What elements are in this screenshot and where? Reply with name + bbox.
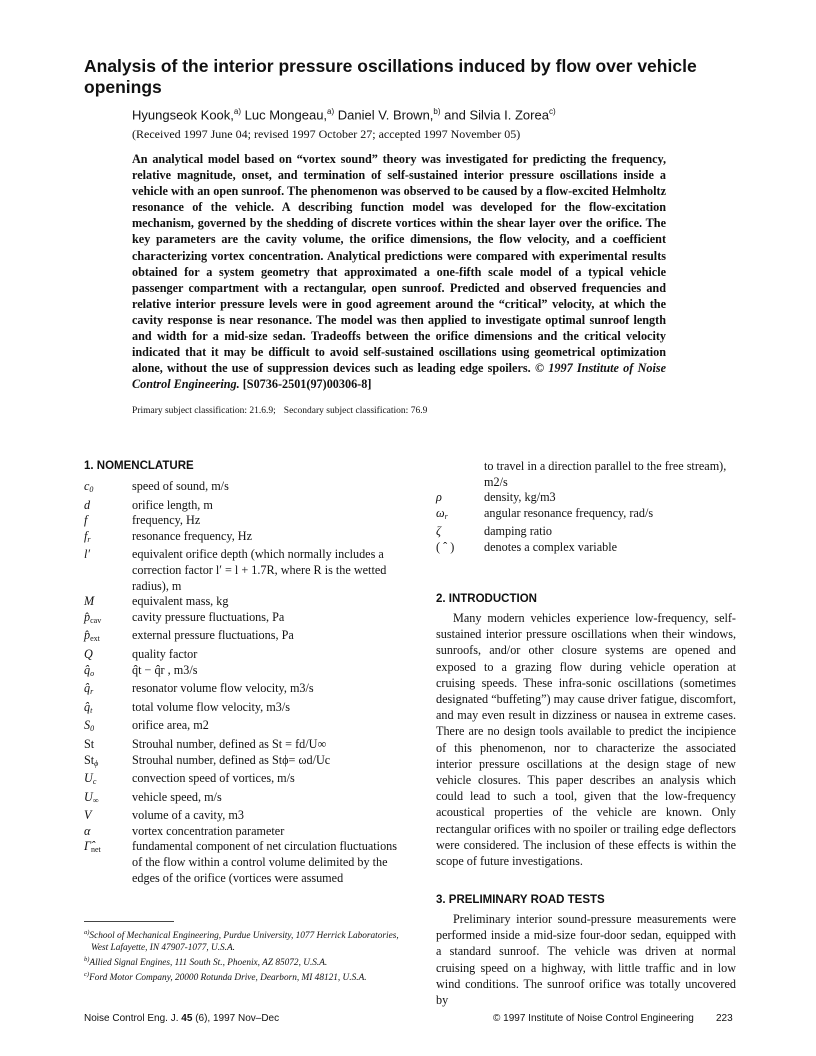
nomenclature-definition: equivalent orifice depth (which normally includes a correction factor l′ = l + 1.7R, where R is the wetted radius), m [132, 547, 387, 593]
nomenclature-list-continued [436, 459, 736, 556]
nomenclature-definition: resonance frequency, Hz [132, 528, 252, 543]
footer-copyright: © 1997 Institute of Noise Control Engineering [493, 1013, 694, 1024]
secondary-classification: Secondary subject classification: 76.9 [283, 406, 428, 416]
nomenclature-symbol: M [84, 594, 95, 609]
nomenclature-entry [84, 547, 406, 594]
nomenclature-symbol: $q̂_r$ [84, 681, 94, 697]
abstract-copyright: © 1997 Institute of Noise Control Engineering. [132, 361, 667, 392]
nomenclature-symbol: $U_c$ [84, 771, 97, 787]
nomenclature-definition: q̂t − q̂r , m3/s [132, 662, 198, 677]
nomenclature-continuation: to travel in a direction parallel to the free stream), m2/s [484, 459, 727, 489]
nomenclature-definition: fundamental component of net circulation fluctuations of the flow within a control volume delimited by the edges of the orifice (vortices were assumed [132, 839, 397, 885]
section-heading-road-tests: 3. PRELIMINARY ROAD TESTS [436, 894, 605, 906]
section-heading-introduction: 2. INTRODUCTION [436, 593, 537, 605]
nomenclature-entry [84, 529, 406, 548]
author-list [132, 104, 732, 123]
nomenclature-symbol: $\omega_r$ [436, 505, 448, 521]
nomenclature-list [84, 479, 406, 886]
nomenclature-definition: external pressure fluctuations, Pa [132, 628, 294, 643]
nomenclature-entry [84, 808, 406, 824]
nomenclature-symbol: $p̂_{cav}$ [84, 609, 102, 625]
nomenclature-definition: angular resonance frequency, rad/s [484, 505, 654, 520]
nomenclature-definition: cavity pressure fluctuations, Pa [132, 609, 285, 624]
abstract-text: An analytical model based on “vortex sound” theory was investigated for predicting the frequency, relative magnitude, onset, and termination of self-sustained interior pressure oscillations inside a vehicle with an open sunroof. The phenomenon was observed to be caused by a flow-excited Helmholtz resonance of the vehicle. A describing function model was developed for the flow-excitation mechanism, governed by the shedding of discrete vortices within the shear layer over the orifice. The key parameters are the cavity volume, the orifice dimensions, the flow velocity, and a coefficient characterizing vortex concentration. Analytical predictions were compared with experimental results obtained for a system geometry that approximated a one-fifth scale model of a typical vehicle passenger compartment with a rectangular, open sunroof. Predicted and observed frequencies and relative interior pressure levels were in good agreement around the “critical” velocity, at which the cavity response is near resonance. The model was then applied to investigate optimal sunroof length and width for a mid-size sedan. Tradeoffs between the orifice dimensions and the critical velocity indicated that it may be difficult to avoid self-sustained oscillations using geometrical optimization alone, without the use of suppression devices such as leading edge spoilers. [132, 152, 666, 376]
journal-citation: Noise Control Eng. J. 45 (6), 1997 Nov–Dec [84, 1013, 280, 1024]
nomenclature-definition: speed of sound, m/s [132, 479, 229, 493]
nomenclature-entry [84, 513, 406, 529]
nomenclature-entry [84, 824, 406, 840]
nomenclature-definition: frequency, Hz [132, 513, 201, 528]
nomenclature-definition: orifice length, m [132, 497, 213, 512]
affiliation-mark: a) [233, 107, 242, 116]
nomenclature-symbol: $c_0$ [84, 479, 94, 494]
affiliation-mark: b) [433, 107, 441, 116]
nomenclature-entry [84, 498, 406, 514]
nomenclature-definition: density, kg/m3 [484, 490, 556, 505]
nomenclature-entry [84, 663, 406, 682]
nomenclature-symbol: α [84, 823, 91, 838]
nomenclature-symbol: $S_0$ [84, 718, 95, 734]
nomenclature-definition: quality factor [132, 646, 198, 661]
nomenclature-symbol: ( ˆ ) [436, 539, 455, 554]
nomenclature-entry [84, 700, 406, 719]
author-name: Luc Mongeau, [241, 107, 328, 123]
nomenclature-symbol: ζ [436, 524, 441, 539]
received-dates: (Received 1997 June 04; revised 1997 October 27; accepted 1997 November 05) [132, 127, 521, 141]
abstract-code: [S0736-2501(97)00306-8] [242, 377, 372, 392]
nomenclature-entry [84, 753, 406, 772]
nomenclature-entry [84, 737, 406, 753]
author-name: and Silvia I. Zorea [440, 107, 549, 123]
nomenclature-entry [84, 628, 406, 647]
nomenclature-definition: denotes a complex variable [484, 539, 617, 554]
nomenclature-entry [84, 771, 406, 790]
subject-classification [132, 405, 427, 417]
nomenclature-definition: convection speed of vortices, m/s [132, 771, 295, 786]
nomenclature-definition: vortex concentration parameter [132, 823, 285, 838]
nomenclature-definition: Strouhal number, defined as St = fd/U∞ [132, 736, 327, 751]
nomenclature-entry [84, 594, 406, 610]
author-name: Hyungseok Kook, [132, 107, 234, 123]
footnote-rule [84, 921, 174, 922]
nomenclature-entry [84, 610, 406, 629]
section-heading-nomenclature: 1. NOMENCLATURE [84, 460, 194, 472]
nomenclature-symbol: St [84, 736, 95, 751]
nomenclature-entry [436, 540, 736, 556]
nomenclature-entry [436, 506, 736, 525]
nomenclature-definition: total volume flow velocity, m3/s [132, 699, 290, 714]
nomenclature-definition: orifice area, m2 [132, 718, 209, 733]
footnote: $^{b)}$Allied Signal Engines, 111 South St., Phoenix, AZ 85072, U.S.A. [84, 956, 328, 969]
introduction-paragraph: Many modern vehicles experience low-frequency, self-sustained interior pressure oscillations when their windows, sunroofs, and/or other closure systems are opened and exposed to a grazing flow during vehicle operation at cruising speeds. These infra-sonic oscillations (sometimes designated “buffeting”) may cause driver fatigue, discomfort, and may even result in dizziness or nausea in extreme cases. There are no design tools available to predict the incipience of this phenomenon, nor to characterize the associated interior pressure oscillations at the design stage of new vehicle closures. This paper describes an analysis which could lead to such a tool, given that the low-frequency acoustical properties of the vehicle are known. Only rectangular orifices with no spoiler or trailing edge deflectors were considered. The inclusion of these effects is within the scope of future investigations. [436, 611, 736, 869]
footnote: $^{c)}$Ford Motor Company, 20000 Rotunda Drive, Dearborn, MI 48121, U.S.A. [84, 971, 367, 984]
nomenclature-symbol: V [84, 808, 92, 823]
nomenclature-symbol: $St_\phi$ [84, 752, 99, 768]
nomenclature-entry [436, 490, 736, 506]
nomenclature-definition: Strouhal number, defined as Stϕ= ωd/Uc [132, 752, 331, 767]
nomenclature-definition: equivalent mass, kg [132, 594, 229, 609]
nomenclature-symbol: Q [84, 646, 93, 661]
page-number: 223 [716, 1013, 733, 1024]
nomenclature-symbol: $\Gammâ_{net}$ [84, 839, 101, 855]
nomenclature-entry [84, 479, 406, 498]
nomenclature-symbol: ρ [436, 490, 442, 505]
paper-title: Analysis of the interior pressure oscillations induced by flow over vehicle openings [84, 56, 697, 97]
nomenclature-symbol: $q̂_o$ [84, 662, 95, 678]
nomenclature-definition: volume of a cavity, m3 [132, 808, 244, 823]
footnote: $^{a)}$School of Mechanical Engineering, Purdue University, 1077 Herrick Laboratories, West Lafayette, IN 47907-1077, U.S.A. [84, 929, 399, 954]
abstract [132, 151, 666, 392]
nomenclature-definition: resonator volume flow velocity, m3/s [132, 681, 314, 696]
author-name: Daniel V. Brown, [334, 107, 434, 123]
affiliation-mark: a) [327, 107, 335, 116]
nomenclature-symbol: $f_r$ [84, 528, 91, 544]
nomenclature-symbol: f [84, 513, 88, 528]
nomenclature-symbol: $p̂_{ext}$ [84, 628, 100, 644]
primary-classification: Primary subject classification: 21.6.9; [132, 406, 276, 416]
nomenclature-symbol: $q̂_t$ [84, 699, 93, 715]
nomenclature-definition: vehicle speed, m/s [132, 789, 222, 804]
nomenclature-symbol: $U_\infty$ [84, 789, 99, 805]
road-tests-paragraph: Preliminary interior sound-pressure measurements were performed inside a mid-size four-door sedan, equipped with a standard sunroof. The vehicle was driven at normal cruising speed on a highway, with little traffic and in low wind conditions. The sunroof orifice was totally uncovered by [436, 912, 736, 1008]
nomenclature-symbol: d [84, 497, 91, 512]
nomenclature-entry [436, 524, 736, 540]
nomenclature-definition: damping ratio [484, 524, 553, 539]
affiliation-mark: c) [548, 107, 556, 116]
nomenclature-entry [84, 681, 406, 700]
nomenclature-entry [84, 647, 406, 663]
nomenclature-entry [84, 790, 406, 809]
nomenclature-entry [84, 839, 406, 886]
nomenclature-entry [84, 718, 406, 737]
nomenclature-symbol: l′ [84, 547, 91, 562]
footnotes [84, 927, 406, 984]
